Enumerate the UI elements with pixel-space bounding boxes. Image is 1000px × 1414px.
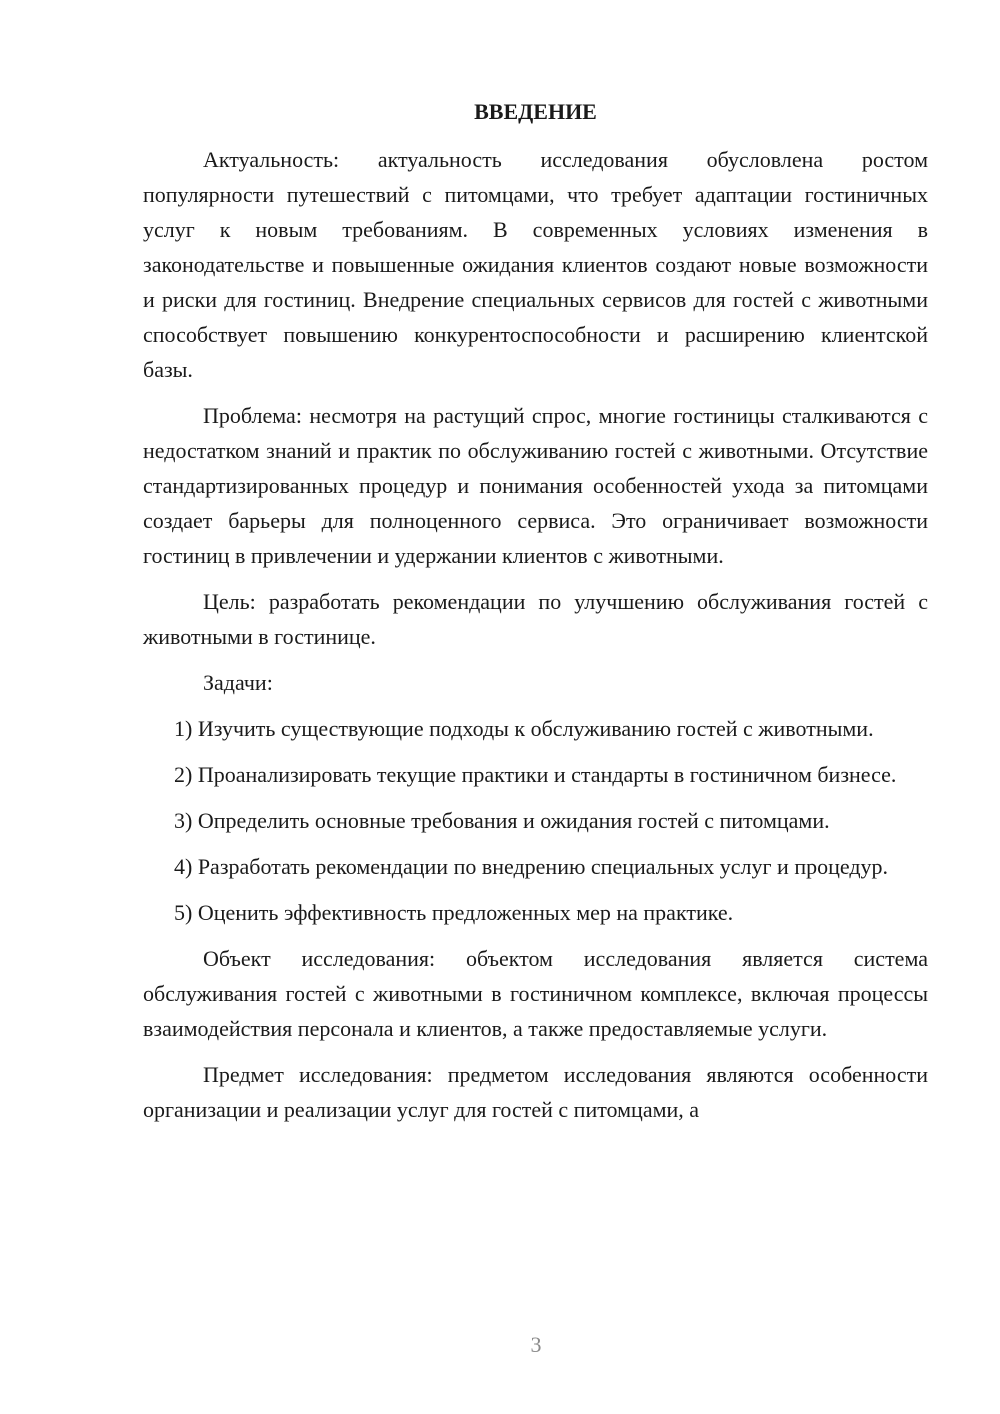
- problem-paragraph: Проблема: несмотря на растущий спрос, многие гостиницы сталкиваются с недостатком знаний и практик по обслуживанию гостей с животными. Отсутствие стандартизированных процедур и понимания особенностей ухода за питомцами создает барьеры для полноценного сервиса. Это ограничивает возможности гостиниц в привлечении и удержании клиентов с животными.: [143, 403, 928, 568]
- goal-paragraph: Цель: разработать рекомендации по улучшению обслуживания гостей с животными в гостинице.: [143, 589, 928, 649]
- task-item: 3) Определить основные требования и ожидания гостей с питомцами.: [174, 808, 830, 833]
- subject-paragraph: Предмет исследования: предметом исследования являются особенности организации и реализации услуг для гостей с питомцами, а: [143, 1062, 928, 1122]
- object-paragraph: Объект исследования: объектом исследования является система обслуживания гостей с животными в гостиничном комплексе, включая процессы взаимодействия персонала и клиентов, а также предоставляемые услуги.: [143, 946, 928, 1041]
- relevance-paragraph: Актуальность: актуальность исследования обусловлена ростом популярности путешествий с питомцами, что требует адаптации гостиничных услуг к новым требованиям. В современных условиях изменения в законодательстве и повышенные ожидания клиентов создают новые возможности и риски для гостиниц. Внедрение специальных сервисов для гостей с животными способствует повышению конкурентоспособности и расширению клиентской базы.: [143, 147, 928, 382]
- document-page: [143, 94, 928, 1138]
- task-item: 1) Изучить существующие подходы к обслуживанию гостей с животными.: [174, 716, 874, 741]
- task-item: 2) Проанализировать текущие практики и стандарты в гостиничном бизнесе.: [174, 762, 897, 787]
- page-number: 3: [530, 1332, 542, 1357]
- task-item: 5) Оценить эффективность предложенных мер на практике.: [174, 900, 734, 925]
- tasks-heading: Задачи:: [203, 670, 273, 695]
- section-title: ВВЕДЕНИЕ: [474, 99, 597, 124]
- task-item: 4) Разработать рекомендации по внедрению специальных услуг и процедур.: [174, 854, 889, 879]
